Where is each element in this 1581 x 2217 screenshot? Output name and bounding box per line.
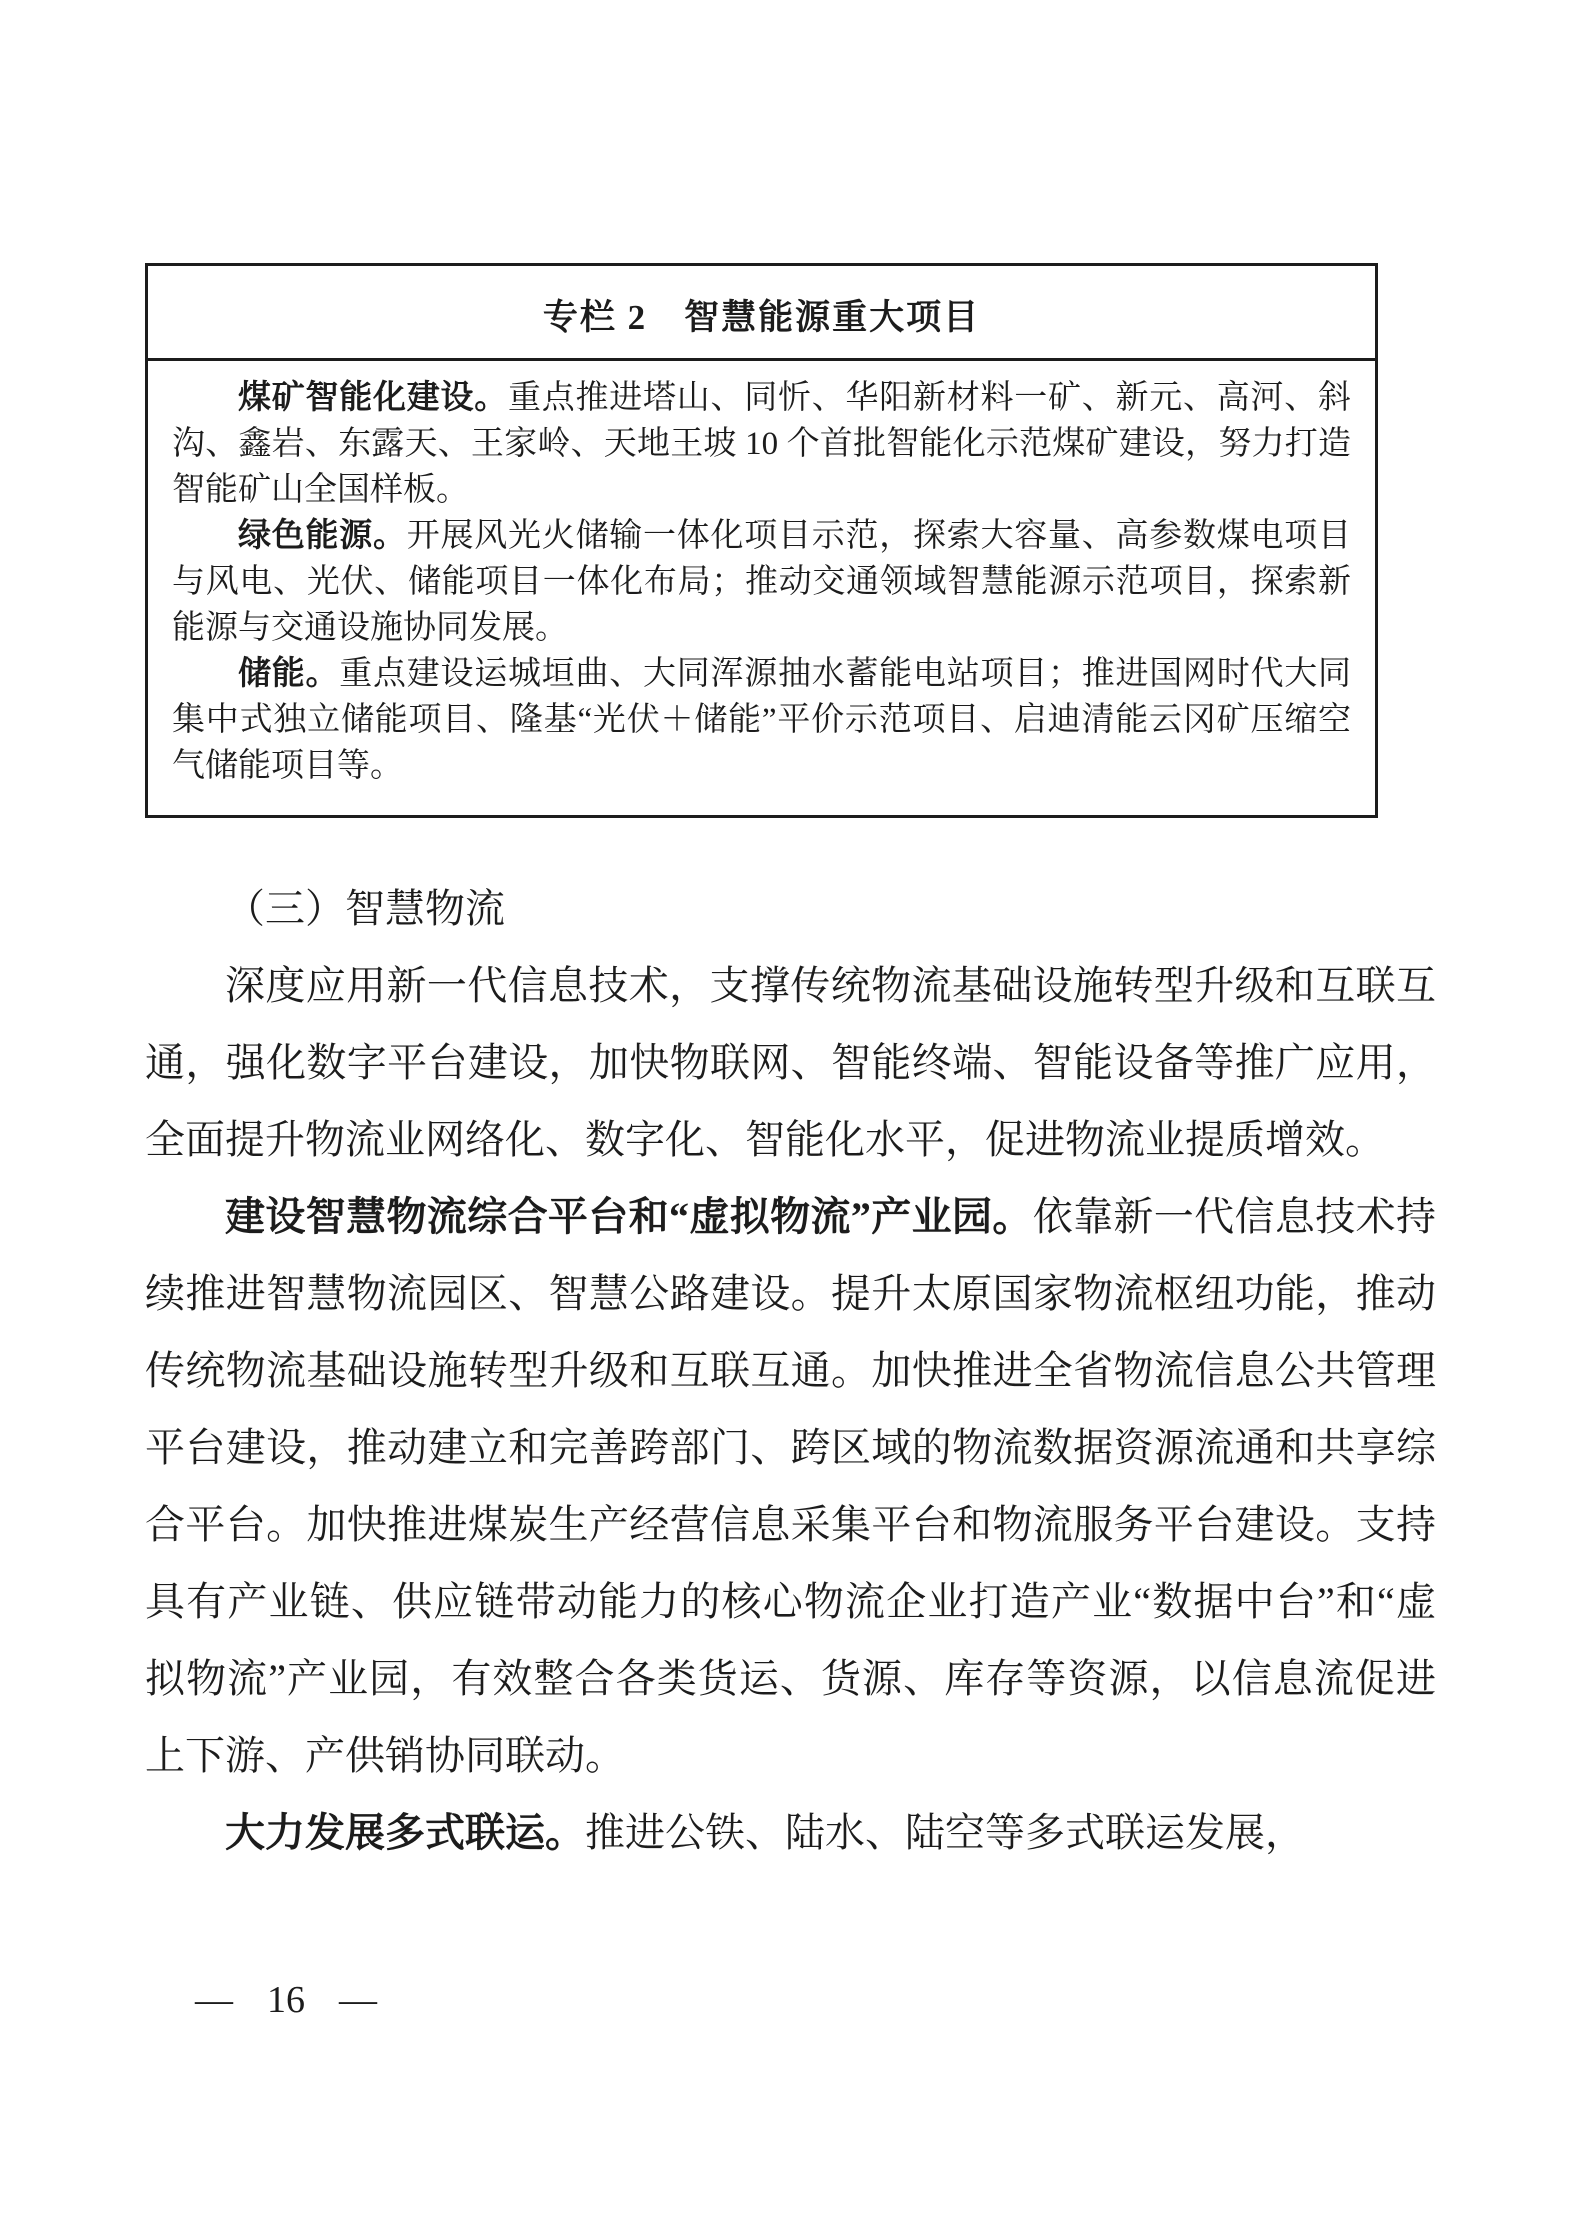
- page-footer: [195, 1978, 377, 2022]
- paragraph-body: 依靠新一代信息技术持续推进智慧物流园区、智慧公路建设。提升太原国家物流枢纽功能，推动传统物流基础设施转型升级和互联互通。加快推进全省物流信息公共管理平台建设，推动建立和完善跨部门、跨区域的物流数据资源流通和共享综合平台。加快推进煤炭生产经营信息采集平台和物流服务平台建设。支持具有产业链、供应链带动能力的核心物流企业打造产业“数据中台”和“虚拟物流”产业园，有效整合各类货运、货源、库存等资源，以信息流促进上下游、产供销协同联动。: [145, 1194, 1437, 1778]
- feature-box-body: [148, 361, 1375, 815]
- box-paragraph: [172, 513, 1351, 651]
- body-paragraph: [145, 947, 1436, 1178]
- footer-dash-right: —: [339, 1979, 377, 2021]
- paragraph-lead: 建设智慧物流综合平台和“虚拟物流”产业园。: [225, 1194, 1033, 1239]
- paragraph-body: 深度应用新一代信息技术，支撑传统物流基础设施转型升级和互联互通，强化数字平台建设，加快物联网、智能终端、智能设备等推广应用，全面提升物流业网络化、数字化、智能化水平，促进物流业提质增效。: [145, 963, 1436, 1162]
- box-paragraph: [172, 651, 1351, 789]
- footer-dash-left: —: [195, 1979, 233, 2021]
- paragraph-lead: 大力发展多式联运。: [225, 1810, 585, 1855]
- feature-box-title: 专栏 2 智慧能源重大项目: [542, 298, 981, 337]
- paragraph-body: 推进公铁、陆水、陆空等多式联运发展，: [585, 1810, 1305, 1855]
- feature-box: [145, 263, 1378, 818]
- box-paragraph-lead: 煤矿智能化建设。: [238, 380, 508, 416]
- box-paragraph-body: 重点建设运城垣曲、大同浑源抽水蓄能电站项目；推进国网时代大同集中式独立储能项目、隆基“光伏＋储能”平价示范项目、启迪清能云冈矿压缩空气储能项目等。: [172, 656, 1351, 784]
- box-paragraph-body: 开展风光火储输一体化项目示范，探索大容量、高参数煤电项目与风电、光伏、储能项目一体化布局；推动交通领域智慧能源示范项目，探索新能源与交通设施协同发展。: [172, 518, 1351, 646]
- section-heading: （三）智慧物流: [225, 886, 505, 931]
- box-paragraph-body: 重点推进塔山、同忻、华阳新材料一矿、新元、高河、斜沟、鑫岩、东露天、王家岭、天地王坡 10 个首批智能化示范煤矿建设，努力打造智能矿山全国样板。: [172, 380, 1351, 508]
- box-paragraph-lead: 储能。: [238, 656, 340, 692]
- body-paragraph: [145, 1794, 1436, 1871]
- page-content: [145, 263, 1436, 1871]
- box-paragraph: [172, 375, 1351, 513]
- body-paragraph: [145, 1178, 1436, 1794]
- box-paragraph-lead: 绿色能源。: [238, 518, 407, 554]
- page-number: 16: [267, 1979, 305, 2021]
